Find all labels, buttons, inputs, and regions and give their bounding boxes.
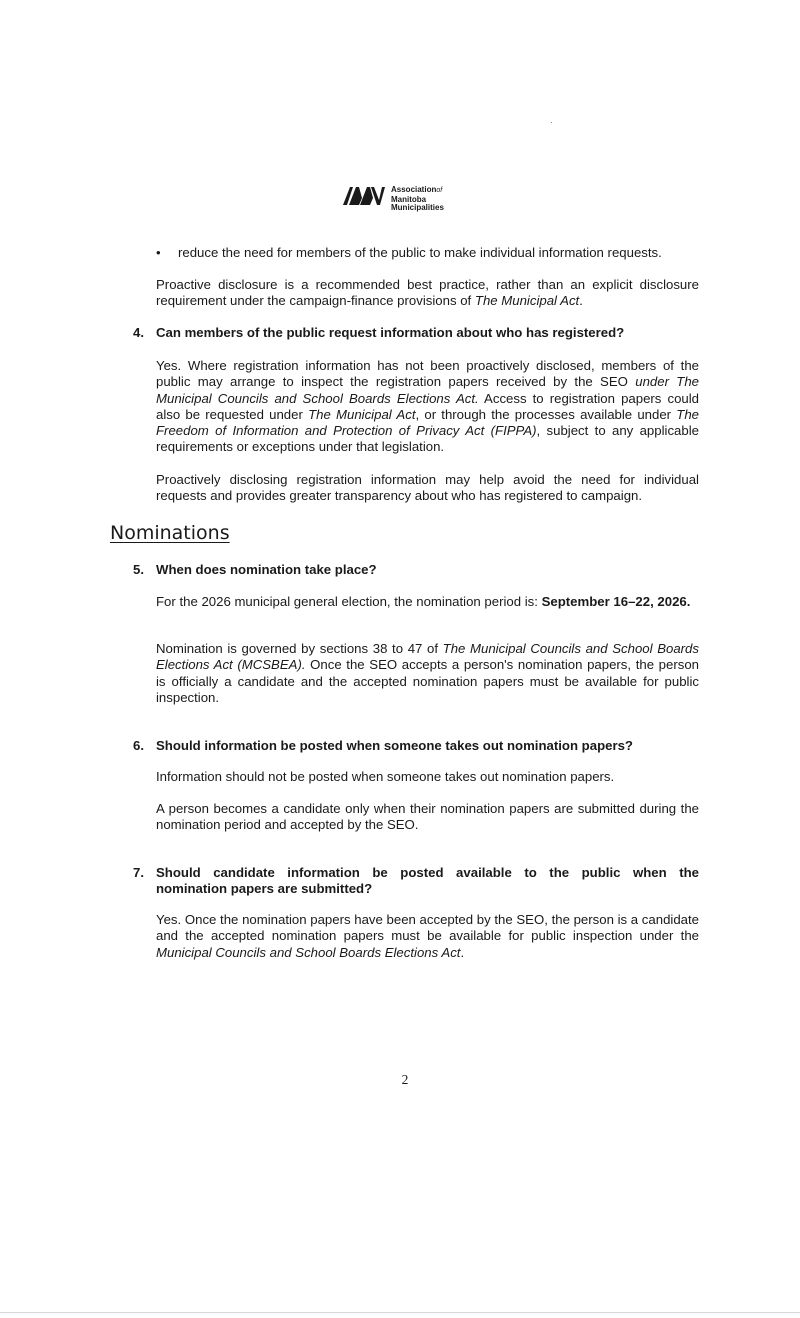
bullet-dot-icon: • bbox=[156, 245, 161, 260]
logo-of: of bbox=[436, 187, 443, 194]
answer-5-paragraph-2 bbox=[156, 641, 699, 706]
a5-1a: For the 2026 municipal general election, the nomination period is: bbox=[156, 594, 542, 609]
a4-1d: The Municipal Act bbox=[308, 406, 416, 422]
a5-2b: The Municipal Councils and School Boards Elections Act (MCSBEA). bbox=[156, 641, 699, 673]
bullet-item bbox=[156, 245, 662, 261]
question-6 bbox=[133, 738, 699, 754]
a4-2: Proactively disclosing registration information may help avoid the need for individual requests and provides greater transparency about who has registered to campaign. bbox=[156, 472, 699, 504]
a4-1f: The Freedom of Information and Protection of Privacy Act (FIPPA) bbox=[156, 406, 699, 439]
section-heading-nominations: Nominations bbox=[110, 522, 230, 544]
question-7-text-line-2: nomination papers are submitted? bbox=[156, 881, 373, 897]
answer-6-paragraph-2 bbox=[156, 801, 699, 834]
question-4-number: 4. bbox=[133, 325, 144, 340]
question-7-text-line-1: Should candidate information be posted available to the public when the bbox=[156, 865, 699, 880]
amm-logo-text bbox=[391, 186, 444, 213]
amm-logo-mark-icon bbox=[343, 186, 385, 206]
logo-line-3: Municipalities bbox=[391, 203, 444, 212]
question-5-text: When does nomination take place? bbox=[156, 562, 377, 577]
proactive-disclosure-paragraph bbox=[156, 277, 699, 310]
question-6-text: Should information be posted when someone takes out nomination papers? bbox=[156, 738, 633, 753]
answer-5-paragraph-1 bbox=[156, 594, 699, 610]
answer-4-paragraph-1 bbox=[156, 358, 699, 456]
a4-1e: , or through the processes available under bbox=[415, 406, 677, 422]
amm-logo bbox=[343, 186, 444, 213]
proactive-end: . bbox=[579, 293, 583, 309]
bullet-text: reduce the need for members of the public to make individual information requests. bbox=[178, 245, 662, 260]
answer-7-paragraph bbox=[156, 912, 699, 961]
logo-line-2: Manitoba bbox=[391, 194, 427, 204]
question-7-number: 7. bbox=[133, 865, 144, 880]
a5-2c: Once the SEO accepts a person's nomination papers, the person is officially a candidate and the accepted nomination papers must be available for public inspection. bbox=[156, 657, 699, 705]
a6-1: Information should not be posted when someone takes out nomination papers. bbox=[156, 769, 615, 784]
a7-b: Municipal Councils and School Boards Elections Act bbox=[156, 944, 461, 960]
page-number: 2 bbox=[401, 1072, 409, 1087]
proactive-act: The Municipal Act bbox=[474, 293, 580, 309]
a7-c: . bbox=[460, 944, 465, 960]
question-5-number: 5. bbox=[133, 562, 144, 577]
question-6-number: 6. bbox=[133, 738, 144, 753]
question-5 bbox=[133, 562, 699, 578]
scan-speck bbox=[551, 122, 552, 123]
scan-edge-line bbox=[0, 1312, 800, 1313]
a7-a: Yes. Once the nomination papers have been accepted by the SEO, the person is a candidate and the accepted nomination papers must be available for public inspection under the bbox=[156, 912, 699, 944]
a4-1b: under The Municipal Councils and School Boards Elections Act. bbox=[156, 374, 700, 406]
a4-1a: Yes. Where registration information has not been proactively disclosed, members of the public may arrange to inspect the registration papers received by the SEO bbox=[156, 358, 699, 390]
answer-4-paragraph-2 bbox=[156, 472, 699, 505]
a5-2a: Nomination is governed by sections 38 to 47 of bbox=[156, 641, 443, 656]
answer-6-paragraph-1 bbox=[156, 769, 699, 785]
a4-1c: Access to registration papers could also be requested under bbox=[156, 390, 700, 422]
logo-line-1: Association bbox=[391, 185, 437, 194]
a5-1b: September 16–22, 2026. bbox=[541, 594, 691, 609]
question-4 bbox=[133, 325, 699, 341]
question-4-text: Can members of the public request information about who has registered? bbox=[156, 325, 625, 340]
question-7 bbox=[133, 865, 699, 898]
a4-1g: , subject to any applicable requirements or exceptions under that legislation. bbox=[156, 423, 699, 455]
a6-2: A person becomes a candidate only when their nomination papers are submitted during the nomination period and accepted by the SEO. bbox=[156, 801, 699, 833]
proactive-text: Proactive disclosure is a recommended best practice, rather than an explicit disclosure requirement under the campaign-finance provisions of bbox=[156, 277, 699, 309]
